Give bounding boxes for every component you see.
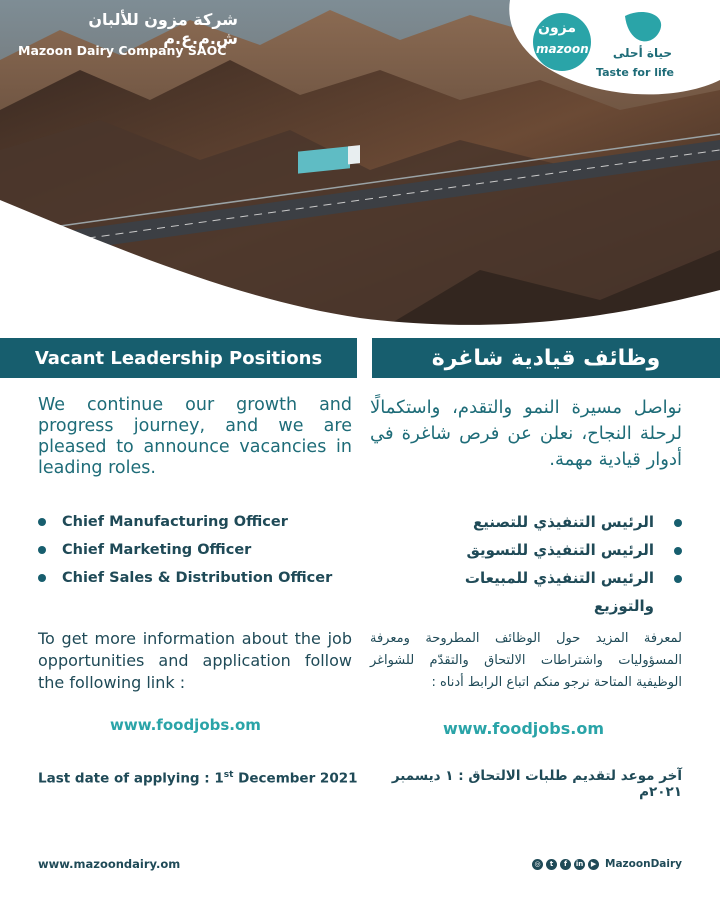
position-item: الرئيس التنفيذي للمبيعات والتوزيع xyxy=(400,564,682,592)
linkedin-icon[interactable]: in xyxy=(575,859,584,868)
position-item: Chief Sales & Distribution Officer xyxy=(38,564,332,592)
deadline-prefix: Last date of applying : 1 xyxy=(38,770,224,787)
youtube-icon[interactable]: ▶ xyxy=(588,859,599,870)
title-english: Vacant Leadership Positions xyxy=(34,347,323,369)
twitter-icon[interactable]: t xyxy=(546,859,557,870)
mazoon-logo xyxy=(530,8,680,88)
deadline-english xyxy=(38,770,358,787)
intro-arabic: نواصل مسيرة النمو والتقدم، واستكمالًا لرحلة النجاح، نعلن عن فرص شاغرة في أدوار قيادية مهمة. xyxy=(370,397,682,470)
company-name-english: Mazoon Dairy Company SAOC xyxy=(18,43,227,58)
logo-text-arabic: مزون xyxy=(538,20,577,36)
deadline-suffix: December 2021 xyxy=(233,770,358,787)
website-link[interactable]: www.mazoondairy.om xyxy=(38,857,181,871)
hero-image xyxy=(0,0,720,330)
foodjobs-link-arabic[interactable]: www.foodjobs.om xyxy=(443,719,604,738)
company-name-arabic: شركة مزون للألبان ش.م.ع.م xyxy=(88,10,238,48)
position-item: الرئيس التنفيذي للتسويق xyxy=(400,536,682,564)
more-info-english: To get more information about the job opportunities and application follow the following link : xyxy=(38,629,352,692)
tagline-arabic: حياة أحلى xyxy=(612,46,672,60)
deadline-arabic: آخر موعد لتقديم طلبات الالتحاق : ١ ديسمبر ٢٠٢١م xyxy=(391,768,682,800)
logo-text-english: mazoon xyxy=(536,42,589,56)
instagram-icon[interactable]: ◎ xyxy=(532,859,543,870)
facebook-icon[interactable]: f xyxy=(560,859,571,870)
position-item: Chief Manufacturing Officer xyxy=(38,508,332,536)
title-banner-english xyxy=(0,338,357,378)
tagline-english: Taste for life xyxy=(596,66,674,79)
intro-english: We continue our growth and progress journey, and we are pleased to announce vacancies in leading roles. xyxy=(38,395,352,478)
foodjobs-link-english[interactable]: www.foodjobs.om xyxy=(110,716,261,734)
social-links xyxy=(532,858,682,870)
social-handle: MazoonDairy xyxy=(605,858,682,870)
positions-list-arabic xyxy=(400,508,682,615)
position-item: الرئيس التنفيذي للتصنيع xyxy=(400,508,682,536)
positions-list-english xyxy=(38,508,332,592)
position-item: Chief Marketing Officer xyxy=(38,536,332,564)
title-banner-arabic xyxy=(372,338,720,378)
title-arabic: وظائف قيادية شاغرة xyxy=(431,345,661,371)
deadline-ordinal: st xyxy=(223,770,234,780)
more-info-arabic: لمعرفة المزيد حول الوظائف المطروحة ومعرفة المسؤوليات واشتراطات الالتحاق والتقدّم للشواغر الوظيفية المتاحة نرجو منكم اتباع الرابط أدناه : xyxy=(370,631,682,690)
